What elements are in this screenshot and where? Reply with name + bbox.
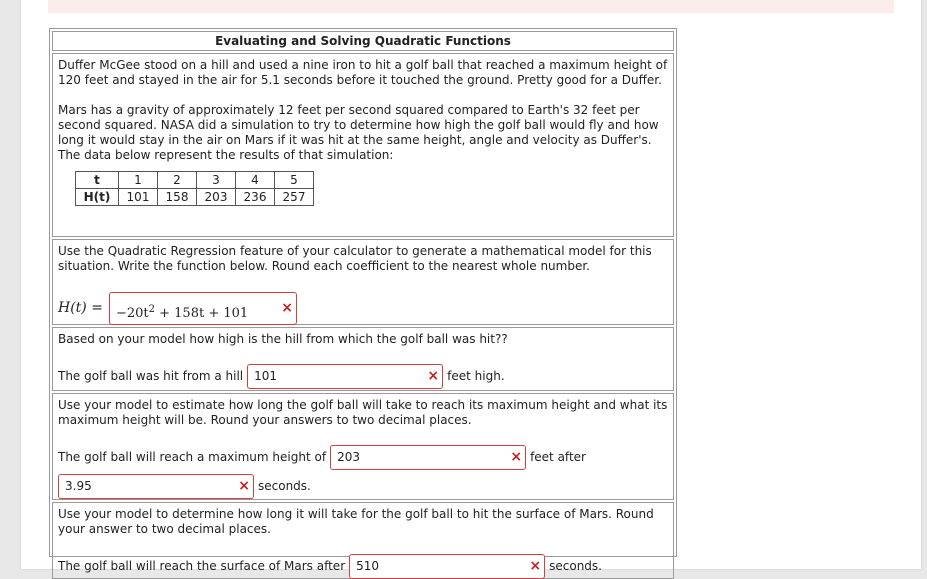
- question-3-lead-text: The golf ball will reach a maximum height of: [58, 450, 327, 464]
- error-icon: ×: [281, 300, 293, 316]
- question-3-middle-text: feet after: [530, 450, 586, 464]
- table-cell: 257: [275, 189, 314, 206]
- question-panel: [49, 28, 677, 574]
- table-cell: 158: [158, 189, 197, 206]
- table-cell: 1: [119, 172, 158, 189]
- table-cell: 4: [236, 172, 275, 189]
- hill-height-input[interactable]: [247, 364, 443, 389]
- question-4-lead-text: The golf ball will reach the surface of Mars after: [58, 559, 346, 573]
- max-height-time-input[interactable]: [58, 474, 254, 499]
- error-icon: ×: [510, 449, 523, 465]
- table-row: [76, 189, 314, 206]
- error-icon: ×: [427, 368, 440, 384]
- function-answer-exponent: 2: [148, 304, 155, 315]
- simulation-table: [75, 171, 314, 206]
- table-row: [76, 172, 314, 189]
- max-height-value: 203: [337, 450, 360, 464]
- table-cell: 3: [197, 172, 236, 189]
- question-2: [52, 327, 674, 391]
- table-cell: 5: [275, 172, 314, 189]
- table-header-h: H(t): [76, 189, 119, 206]
- page: [21, 0, 921, 574]
- max-height-time-value: 3.95: [65, 479, 92, 493]
- question-2-lead-text: The golf ball was hit from a hill: [58, 369, 244, 383]
- intro-paragraph-1: Duffer McGee stood on a hill and used a nine iron to hit a golf ball that reached a maximum height of 120 feet and stayed in the air for 5.1 seconds before it touched the ground. Pretty good for a Duffer.: [58, 58, 668, 87]
- question-1: [52, 239, 674, 325]
- question-4: [52, 502, 674, 579]
- top-banner: [48, 0, 894, 13]
- question-4-unit-text: seconds.: [549, 559, 602, 573]
- question-2-unit-text: feet high.: [447, 369, 505, 383]
- question-4-prompt: Use your model to determine how long it will take for the golf ball to hit the surface of Mars. Round your answer to two decimal places.: [58, 507, 654, 536]
- function-answer-b: + 158t + 101: [155, 306, 249, 321]
- intro-paragraph-2: Mars has a gravity of approximately 12 feet per second squared compared to Earth's 32 feet per second squared. NASA did a simulation to try to determine how high the golf ball would fly and how long it would stay in the air on Mars if it was hit at the same height, angle and velocity as Duffer's. The data below represent the results of that simulation:: [58, 103, 659, 162]
- landing-time-value: 510: [356, 559, 380, 573]
- hill-height-value: 101: [254, 369, 278, 383]
- page-title: Evaluating and Solving Quadratic Functions: [52, 31, 674, 51]
- table-header-t: t: [76, 172, 119, 189]
- intro-section: [52, 53, 674, 237]
- table-cell: 236: [236, 189, 275, 206]
- table-cell: 101: [119, 189, 158, 206]
- error-icon: ×: [238, 478, 250, 494]
- question-3: [52, 393, 674, 500]
- question-1-prompt: Use the Quadratic Regression feature of your calculator to generate a mathematical model for this situation. Write the function below. Round each coefficient to the nearest whole number.: [58, 244, 652, 273]
- question-3-unit-text: seconds.: [258, 479, 311, 493]
- function-answer-field[interactable]: [109, 292, 297, 325]
- question-3-prompt: Use your model to estimate how long the golf ball will take to reach its maximum height and what its maximum height will be. Round your answers to two decimal places.: [58, 398, 668, 427]
- max-height-input[interactable]: [330, 445, 526, 470]
- question-2-prompt: Based on your model how high is the hill from which the golf ball was hit??: [58, 332, 508, 346]
- table-cell: 203: [197, 189, 236, 206]
- function-answer-a: −20t: [115, 306, 149, 321]
- table-cell: 2: [158, 172, 197, 189]
- error-icon: ×: [529, 558, 542, 574]
- landing-time-input[interactable]: [349, 554, 545, 579]
- function-label: H(t) =: [58, 300, 103, 316]
